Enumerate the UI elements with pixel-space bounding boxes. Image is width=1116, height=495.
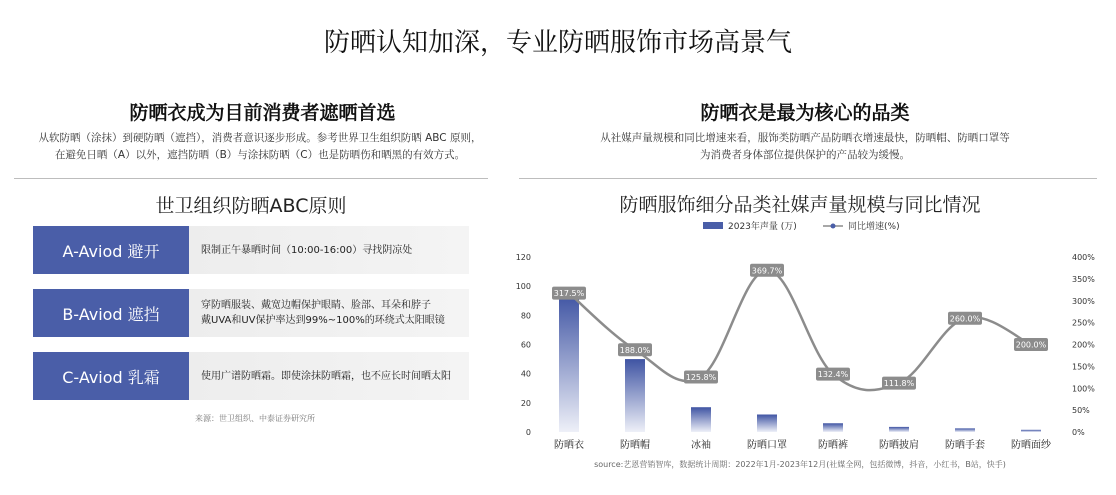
- y-right-tick: 300%: [1072, 296, 1095, 306]
- chart-title: 防晒服饰细分品类社媒声量规模与同比情况: [619, 194, 981, 216]
- abc-row-c: [33, 352, 469, 400]
- abc-row-b: [33, 289, 469, 337]
- abc-desc-c-line-1: 使用广谱防晒霜。即使涂抹防晒霜，也不应长时间晒太阳: [201, 370, 451, 382]
- growth-label: 317.5%: [553, 289, 585, 299]
- bar: [1021, 430, 1041, 432]
- y-axis-left: [516, 253, 531, 437]
- abc-desc-a: [201, 226, 463, 274]
- bar: [691, 407, 711, 432]
- y-left-tick: 60: [520, 340, 531, 350]
- page-title: 防晒认知加深，专业防晒服饰市场高景气: [323, 28, 792, 58]
- y-axis-right: [1072, 253, 1095, 437]
- left-divider: [14, 178, 488, 179]
- growth-label: 369.7%: [751, 266, 783, 276]
- abc-label-c: C-Aviod 乳霜: [33, 352, 189, 400]
- y-left-tick: 20: [520, 398, 531, 408]
- y-right-tick: 200%: [1072, 340, 1095, 350]
- right-divider: [519, 178, 1097, 179]
- x-category-label: 防晒帽: [620, 440, 650, 451]
- x-category-label: 防晒面纱: [1011, 440, 1051, 451]
- y-right-tick: 350%: [1072, 274, 1095, 284]
- y-right-tick: 100%: [1072, 384, 1095, 394]
- x-axis-categories: [554, 438, 1052, 451]
- y-left-tick: 80: [520, 311, 531, 321]
- abc-label-b: B-Aviod 遮挡: [33, 289, 189, 337]
- bar: [889, 427, 909, 432]
- left-desc-line-2: 在避免日晒（A）以外，遮挡防晒（B）与涂抹防晒（C）也是防晒伤和晒黑的有效方式。: [54, 149, 466, 161]
- legend-bar-label: 2023年声量 (万): [728, 222, 797, 232]
- legend-bar-swatch: [703, 222, 723, 229]
- right-description: [550, 130, 1060, 164]
- right-desc-line-1: 从社媒声量规模和同比增速来看，服饰类防晒产品防晒衣增速最快，防晒帽、防晒口罩等: [600, 132, 1010, 144]
- left-description: [0, 130, 520, 164]
- growth-label: 188.0%: [619, 345, 651, 355]
- bar: [625, 359, 645, 432]
- x-category-label: 防晒手套: [945, 440, 985, 451]
- left-desc-line-1: 从软防晒（涂抹）到硬防晒（遮挡），消费者意识逐步形成。参考世界卫生组织防晒 ABC 原则，: [38, 132, 482, 144]
- x-category-label: 防晒裤: [818, 440, 848, 451]
- legend-line-label: 同比增速(%): [848, 222, 900, 232]
- growth-label: 200.0%: [1015, 340, 1047, 350]
- growth-label: 260.0%: [949, 314, 981, 324]
- x-category-label: 防晒披肩: [879, 440, 919, 451]
- growth-label: 111.8%: [883, 379, 915, 389]
- y-left-tick: 100: [515, 282, 531, 292]
- left-source: 来源：世卫组织、中泰证券研究所: [195, 414, 315, 423]
- abc-desc-b-line-2: 戴UVA和UV保护率达到99%~100%的环绕式太阳眼镜: [201, 315, 445, 326]
- chart-svg: [500, 212, 1116, 452]
- abc-desc-c: [201, 352, 463, 400]
- y-right-tick: 250%: [1072, 318, 1095, 328]
- abc-row-a: [33, 226, 469, 274]
- x-category-label: 防晒衣: [554, 440, 584, 451]
- abc-desc-a-line-1: 限制正午暴晒时间（10:00-16:00）寻找阴凉处: [201, 244, 413, 256]
- growth-label: 125.8%: [685, 372, 717, 382]
- bar: [559, 293, 579, 432]
- abc-desc-b-line-1: 穿防晒服装、戴宽边帽保护眼睛、脸部、耳朵和脖子: [201, 300, 431, 311]
- y-right-tick: 0%: [1072, 428, 1085, 437]
- right-source: source:艺恩营销智库，数据统计周期：2022年1月-2023年12月(社媒全网，包括微博，抖音，小红书，B站，快手): [594, 460, 1006, 469]
- right-heading: 防晒衣是最为核心的品类: [700, 102, 910, 124]
- x-category-label: 冰袖: [691, 440, 711, 451]
- y-right-tick: 150%: [1072, 362, 1095, 372]
- left-heading: 防晒衣成为目前消费者遮晒首选: [129, 102, 396, 124]
- y-left-tick: 120: [515, 253, 531, 262]
- y-right-tick: 400%: [1072, 253, 1095, 262]
- bar: [955, 428, 975, 432]
- y-left-tick: 0: [525, 428, 531, 437]
- abc-label-a: A-Aviod 避开: [33, 226, 189, 274]
- bar: [823, 423, 843, 432]
- growth-label: 132.4%: [817, 370, 849, 380]
- legend-line-marker: [831, 224, 836, 229]
- right-desc-line-2: 为消费者身体部位提供保护的产品较为缓慢。: [700, 149, 910, 161]
- y-left-tick: 40: [520, 369, 531, 379]
- y-right-tick: 50%: [1072, 406, 1090, 416]
- x-category-label: 防晒口罩: [747, 440, 787, 451]
- bar: [757, 415, 777, 433]
- abc-subtitle: 世卫组织防晒ABC原则: [155, 195, 347, 217]
- abc-desc-b: [201, 289, 463, 337]
